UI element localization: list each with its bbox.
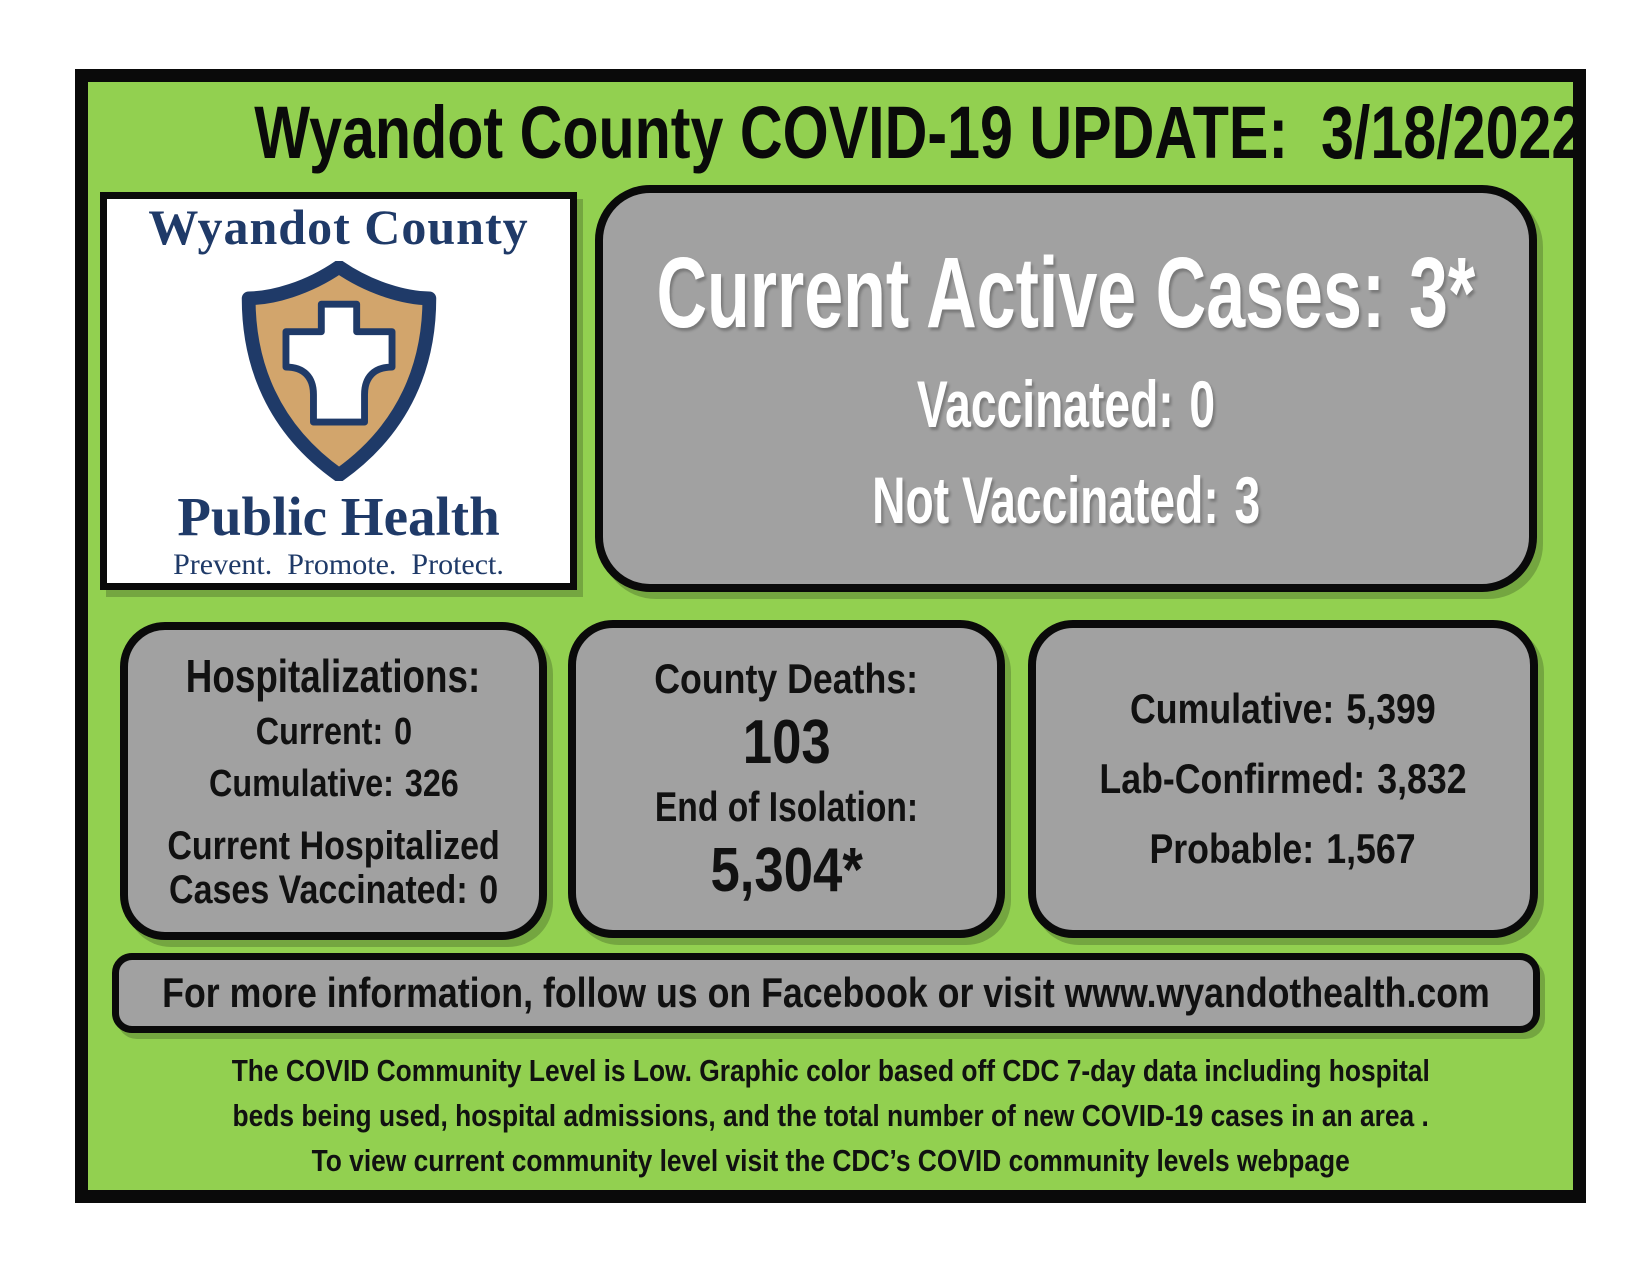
cumulative-line xyxy=(1103,686,1463,732)
logo-tagline: Prevent. Promote. Protect. xyxy=(173,548,504,581)
cumulative-value: 5,399 xyxy=(1346,685,1436,732)
active-cases-value: 3* xyxy=(1409,236,1476,349)
cumulative-label: Cumulative: xyxy=(1130,685,1335,732)
end-of-isolation-heading: End of Isolation: xyxy=(654,783,919,830)
disclaimer-line-3: To view current community level visit the CDC’s COVID community levels webpage xyxy=(311,1143,1350,1178)
logo-org-name: Wyandot County xyxy=(148,199,529,255)
active-cases-card xyxy=(595,185,1537,592)
vaccinated-value: 0 xyxy=(1189,366,1216,441)
not-vaccinated-label: Not Vaccinated: xyxy=(871,462,1219,537)
end-of-isolation-value: 5,304* xyxy=(710,836,863,905)
vaccinated-line xyxy=(853,366,1279,441)
shield-cross-icon xyxy=(239,261,439,481)
not-vaccinated-line xyxy=(789,462,1343,537)
hosp-cumulative-line xyxy=(187,762,481,806)
lab-confirmed-label: Lab-Confirmed: xyxy=(1099,755,1366,802)
lab-confirmed-value: 3,832 xyxy=(1377,755,1467,802)
not-vaccinated-value: 3 xyxy=(1234,462,1260,537)
probable-label: Probable: xyxy=(1149,825,1315,872)
hosp-current-value: 0 xyxy=(393,711,412,753)
county-deaths-value: 103 xyxy=(742,708,831,777)
hosp-vaccinated-line xyxy=(138,824,529,912)
deaths-card xyxy=(568,620,1005,938)
logo-org-subname: Public Health xyxy=(177,486,500,547)
outer-panel xyxy=(75,69,1586,1203)
probable-line xyxy=(1126,826,1439,872)
probable-value: 1,567 xyxy=(1326,825,1417,872)
hosp-vaccinated-value: 0 xyxy=(479,868,499,912)
disclaimer-line-2: beds being used, hospital admissions, and the total number of new COVID-19 cases in an area . xyxy=(232,1098,1429,1133)
active-cases-heading xyxy=(481,236,1650,349)
hosp-cumulative-label: Cumulative: xyxy=(208,763,394,805)
info-bar xyxy=(112,953,1540,1033)
totals-card xyxy=(1028,620,1538,938)
hosp-vaccinated-line1: Current Hospitalized xyxy=(167,824,500,868)
hosp-cumulative-value: 326 xyxy=(404,763,459,805)
hospitalizations-card xyxy=(120,622,547,940)
lab-confirmed-line xyxy=(1067,756,1499,802)
hosp-current-line xyxy=(242,710,426,754)
disclaimer xyxy=(88,1048,1573,1183)
page-title-text: Wyandot County COVID-19 UPDATE: 3/18/2022 xyxy=(254,91,1585,174)
page-title xyxy=(88,90,1585,176)
hosp-vaccinated-label: Cases Vaccinated: xyxy=(168,868,468,912)
active-cases-label: Current Active Cases: xyxy=(656,236,1386,349)
hospitalizations-heading: Hospitalizations: xyxy=(186,650,481,702)
info-text: For more information, follow us on Facebook or visit www.wyandothealth.com xyxy=(162,969,1490,1016)
vaccinated-label: Vaccinated: xyxy=(916,366,1174,441)
hosp-current-label: Current: xyxy=(255,711,383,753)
disclaimer-line-1: The COVID Community Level is Low. Graphic color based off CDC 7-day data including hospital xyxy=(231,1053,1430,1088)
county-deaths-heading: County Deaths: xyxy=(654,655,919,702)
